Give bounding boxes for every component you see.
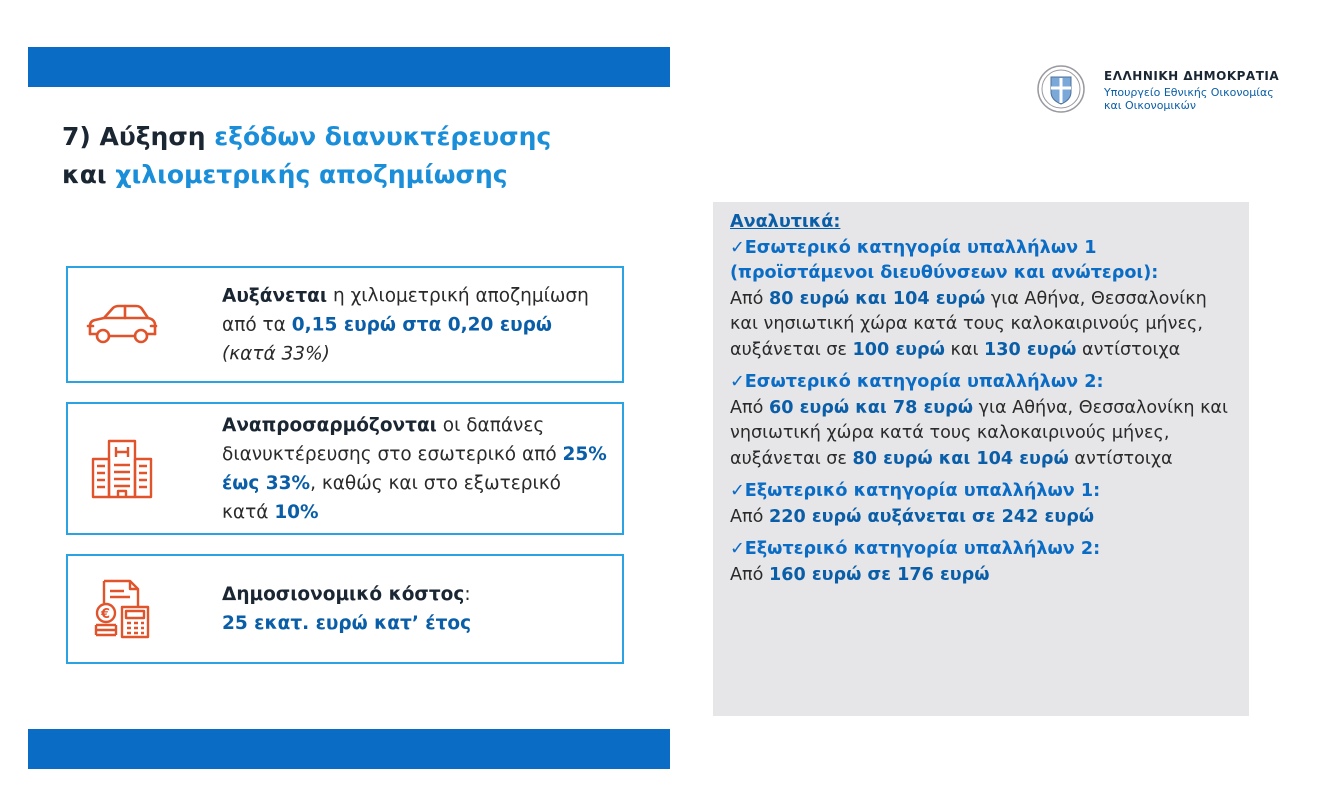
page-title: 7) Αύξηση εξόδων διανυκτέρευσης και χιλιομετρικής αποζημίωσης xyxy=(62,122,552,189)
detail-item xyxy=(730,479,1235,530)
details-heading: Αναλυτικά: xyxy=(730,212,841,232)
detail-text: Από 220 ευρώ αυξάνεται σε 242 ευρώ xyxy=(730,506,1095,527)
detail-text: Από 60 ευρώ και 78 ευρώ για Αθήνα, Θεσσαλονίκη και νησιωτική χώρα κατά τους καλοκαιρινούς μήνες, αυξάνεται σε 80 ευρώ και 104 ευρώ αντίστοιχα xyxy=(730,397,1228,469)
detail-text: Από 160 ευρώ σε 176 ευρώ xyxy=(730,564,990,585)
mileage-card xyxy=(66,266,624,383)
detail-category: ✓Εξωτερικό κατηγορία υπαλλήλων 1: xyxy=(730,481,1101,501)
hotel-icon xyxy=(82,434,162,504)
detail-category: ✓Εσωτερικό κατηγορία υπαλλήλων 2: xyxy=(730,372,1104,392)
detail-category: ✓Εξωτερικό κατηγορία υπαλλήλων 2: xyxy=(730,539,1101,559)
detail-text: Από 80 ευρώ και 104 ευρώ για Αθήνα, Θεσσαλονίκη και νησιωτική χώρα κατά τους καλοκαιρινούς μήνες, αυξάνεται σε 100 ευρώ και 130 ευρώ αντίστοιχα xyxy=(730,288,1207,360)
detail-category: ✓Εσωτερικό κατηγορία υπαλλήλων 1 (προϊστάμενοι διευθύνσεων και ανώτεροι): xyxy=(730,237,1159,283)
details-panel xyxy=(713,202,1249,716)
top-banner-bar xyxy=(28,47,670,87)
ministry-logo xyxy=(1036,64,1296,116)
accommodation-card xyxy=(66,402,624,535)
fiscal-cost-text: Δημοσιονομικό κόστος: 25 εκατ. ευρώ κατ’ έτος xyxy=(222,584,472,634)
logo-subtitle: Υπουργείο Εθνικής Οικονομίας και Οικονομικών xyxy=(1104,86,1274,112)
svg-text:€: € xyxy=(101,607,111,622)
budget-calculator-icon xyxy=(82,574,162,644)
logo-title: ΕΛΛΗΝΙΚΗ ΔΗΜΟΚΡΑΤΙΑ xyxy=(1104,69,1280,83)
greek-emblem-icon xyxy=(1036,64,1086,114)
mileage-text: Αυξάνεται η χιλιομετρική αποζημίωση από τα 0,15 ευρώ στα 0,20 ευρώ (κατά 33%) xyxy=(222,285,589,364)
car-icon xyxy=(82,290,162,360)
fiscal-cost-card xyxy=(66,554,624,664)
detail-item xyxy=(730,236,1235,364)
detail-item xyxy=(730,537,1235,588)
bottom-banner-bar xyxy=(28,729,670,769)
accommodation-text: Αναπροσαρμόζονται οι δαπάνες διανυκτέρευσης στο εσωτερικό από 25% έως 33%, καθώς και στο εξωτερικό κατά 10% xyxy=(222,414,607,523)
detail-item xyxy=(730,370,1235,472)
